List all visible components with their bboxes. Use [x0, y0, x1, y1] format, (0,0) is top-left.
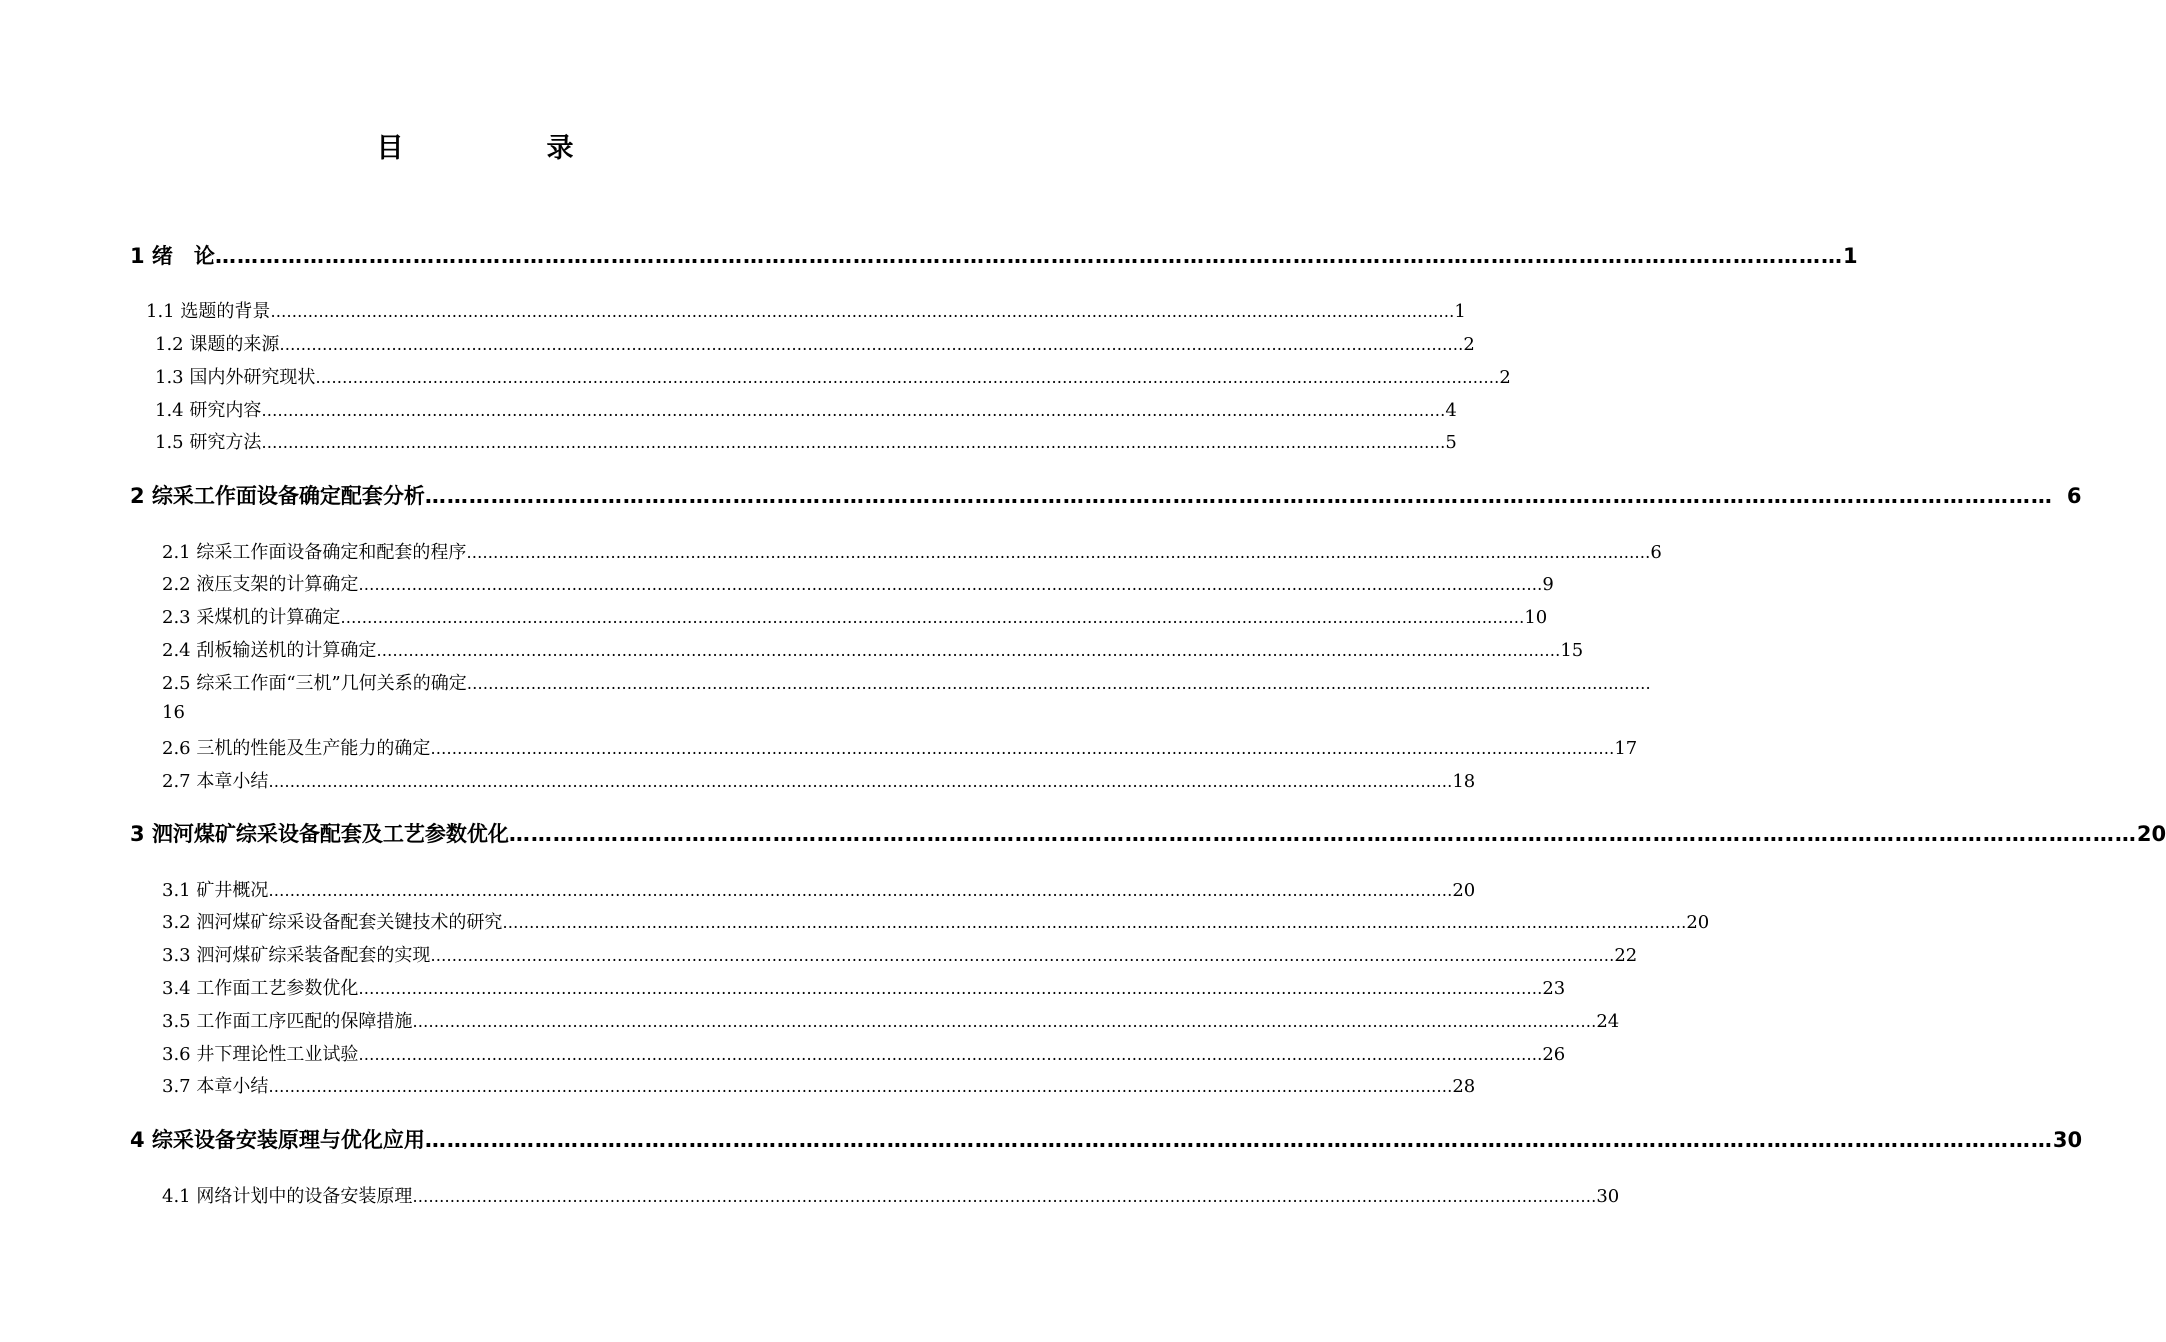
toc-section-3-2[interactable]: [162, 908, 1710, 934]
toc-leader-dots: ……………………………………………………………………………………………………………………………………………………………………………………………………: [268, 1077, 1453, 1096]
toc-leader-dots: ……………………………………………………………………………………………………………………………………………………………………………………………………: [508, 822, 2137, 846]
toc-leader-dots: ……………………………………………………………………………………………………………………………………………………………………………………………………: [424, 484, 2053, 508]
toc-page-number: 24: [1596, 1011, 1620, 1032]
toc-chapter-1[interactable]: [130, 240, 1858, 270]
toc-leader-dots: ……………………………………………………………………………………………………………………………………………………………………………………………………: [430, 739, 1615, 758]
toc-section-label: 3.1 矿井概况: [162, 880, 269, 901]
toc-leader-dots: ……………………………………………………………………………………………………………………………………………………………………………………………………: [340, 608, 1525, 627]
toc-section-1-4[interactable]: [155, 396, 1457, 422]
toc-leader-dots: ……………………………………………………………………………………………………………………………………………………………………………………………………: [412, 1187, 1597, 1206]
toc-leader-dots: ……………………………………………………………………………………………………………………………………………………………………………………………………: [261, 401, 1446, 420]
toc-section-label: 2.4 刮板输送机的计算确定: [162, 640, 377, 661]
toc-page-number: 9: [1542, 574, 1554, 595]
toc-leader-dots: ……………………………………………………………………………………………………………………………………………………………………………………………………: [268, 881, 1453, 900]
toc-leader-dots: ……………………………………………………………………………………………………………………………………………………………………………………………………: [424, 1128, 2053, 1152]
toc-leader-dots: ……………………………………………………………………………………………………………………………………………………………………………………………………: [214, 244, 1843, 268]
toc-section-2-6[interactable]: [162, 734, 1638, 760]
toc-page-number: 10: [1524, 607, 1548, 628]
toc-page-number: 18: [1452, 771, 1476, 792]
toc-leader-dots: ……………………………………………………………………………………………………………………………………………………………………………………………………: [430, 946, 1615, 965]
toc-section-1-2[interactable]: [155, 330, 1475, 356]
toc-page-number: 26: [1542, 1044, 1566, 1065]
toc-section-label: 2.2 液压支架的计算确定: [162, 574, 359, 595]
toc-section-label: 1.3 国内外研究现状: [155, 367, 316, 388]
toc-page-number: 30: [1596, 1186, 1620, 1207]
toc-chapter-label: 2 综采工作面设备确定配套分析: [130, 484, 425, 508]
toc-chapter-2[interactable]: [130, 480, 2082, 510]
toc-chapter-label: 3 泗河煤矿综采设备配套及工艺参数优化: [130, 822, 509, 846]
toc-section-1-1[interactable]: [146, 297, 1466, 323]
toc-section-label: 1.5 研究方法: [155, 432, 262, 453]
toc-section-3-6[interactable]: [162, 1040, 1566, 1066]
toc-page-number: 4: [1445, 400, 1457, 421]
toc-section-label: 2.5 综采工作面“三机”几何关系的确定: [162, 673, 467, 694]
toc-section-3-3[interactable]: [162, 941, 1638, 967]
toc-section-label: 3.4 工作面工艺参数优化: [162, 978, 359, 999]
toc-leader-dots: ……………………………………………………………………………………………………………………………………………………………………………………………………: [261, 433, 1446, 452]
toc-section-2-7[interactable]: [162, 767, 1476, 793]
toc-page-number: 22: [1614, 945, 1638, 966]
toc-leader-dots: ……………………………………………………………………………………………………………………………………………………………………………………………………: [358, 979, 1543, 998]
toc-leader-dots: ……………………………………………………………………………………………………………………………………………………………………………………………………: [376, 641, 1561, 660]
toc-leader-dots: ……………………………………………………………………………………………………………………………………………………………………………………………………: [502, 913, 1687, 932]
toc-chapter-3[interactable]: [130, 818, 2166, 848]
toc-section-label: 4.1 网络计划中的设备安装原理: [162, 1186, 413, 1207]
toc-section-label: 1.4 研究内容: [155, 400, 262, 421]
toc-leader-dots: ……………………………………………………………………………………………………………………………………………………………………………………………………: [466, 543, 1651, 562]
toc-section-2-4[interactable]: [162, 636, 1584, 662]
toc-section-label: 1.2 课题的来源: [155, 334, 280, 355]
toc-section-2-3[interactable]: [162, 603, 1548, 629]
toc-leader-dots: ……………………………………………………………………………………………………………………………………………………………………………………………………: [268, 772, 1453, 791]
toc-page-number: 15: [1560, 640, 1584, 661]
toc-page-number: 1: [1842, 244, 1858, 268]
toc-chapter-label: 1 绪 论: [130, 244, 215, 268]
toc-page-number: 6: [2066, 484, 2082, 508]
toc-leader-dots: ……………………………………………………………………………………………………………………………………………………………………………………………………: [358, 1045, 1543, 1064]
toc-section-1-3[interactable]: [155, 363, 1511, 389]
toc-section-3-1[interactable]: [162, 876, 1476, 902]
toc-section-label: 3.3 泗河煤矿综采装备配套的实现: [162, 945, 431, 966]
toc-chapter-4[interactable]: [130, 1124, 2083, 1154]
toc-section-label: 2.3 采煤机的计算确定: [162, 607, 341, 628]
toc-page-number: 20: [1686, 912, 1710, 933]
toc-section-4-1[interactable]: [162, 1182, 1620, 1208]
toc-page-number: 20: [1452, 880, 1476, 901]
toc-page-number: 2: [1499, 367, 1511, 388]
toc-section-label: 3.6 井下理论性工业试验: [162, 1044, 359, 1065]
toc-page-number-wrapped: 16: [162, 702, 185, 723]
toc-page-number: 17: [1614, 738, 1638, 759]
toc-leader-dots: ……………………………………………………………………………………………………………………………………………………………………………………………………: [279, 335, 1464, 354]
toc-leader-dots: ……………………………………………………………………………………………………………………………………………………………………………………………………: [270, 302, 1455, 321]
toc-section-label: 2.7 本章小结: [162, 771, 269, 792]
toc-section-label: 2.6 三机的性能及生产能力的确定: [162, 738, 431, 759]
toc-page-number: 1: [1454, 301, 1466, 322]
toc-leader-dots: ……………………………………………………………………………………………………………………………………………………………………………………………………: [315, 368, 1500, 387]
toc-page-number: 20: [2136, 822, 2166, 846]
toc-leader-dots: ……………………………………………………………………………………………………………………………………………………………………………………………………: [358, 575, 1543, 594]
toc-section-1-5[interactable]: [155, 428, 1457, 454]
toc-section-2-1[interactable]: [162, 538, 1662, 564]
toc-leader-dots: ……………………………………………………………………………………………………………………………………………………………………………………………………: [466, 674, 1651, 693]
toc-section-3-7[interactable]: [162, 1072, 1476, 1098]
toc-section-label: 3.5 工作面工序匹配的保障措施: [162, 1011, 413, 1032]
toc-page-number: 2: [1463, 334, 1475, 355]
toc-section-2-2[interactable]: [162, 570, 1554, 596]
toc-page-number: 28: [1452, 1076, 1476, 1097]
toc-chapter-label: 4 综采设备安装原理与优化应用: [130, 1128, 425, 1152]
toc-leader-dots: ……………………………………………………………………………………………………………………………………………………………………………………………………: [412, 1012, 1597, 1031]
toc-title: 目 录: [376, 133, 632, 164]
toc-page-number: 6: [1650, 542, 1662, 563]
toc-section-3-4[interactable]: [162, 974, 1566, 1000]
toc-section-2-5[interactable]: [162, 669, 1651, 695]
toc-page-number: 30: [2052, 1128, 2083, 1152]
toc-page-number: 23: [1542, 978, 1566, 999]
toc-page-number: 5: [1445, 432, 1457, 453]
toc-section-label: 1.1 选题的背景: [146, 301, 271, 322]
toc-section-label: 3.2 泗河煤矿综采设备配套关键技术的研究: [162, 912, 503, 933]
toc-section-label: 2.1 综采工作面设备确定和配套的程序: [162, 542, 467, 563]
toc-section-3-5[interactable]: [162, 1007, 1620, 1033]
toc-section-label: 3.7 本章小结: [162, 1076, 269, 1097]
